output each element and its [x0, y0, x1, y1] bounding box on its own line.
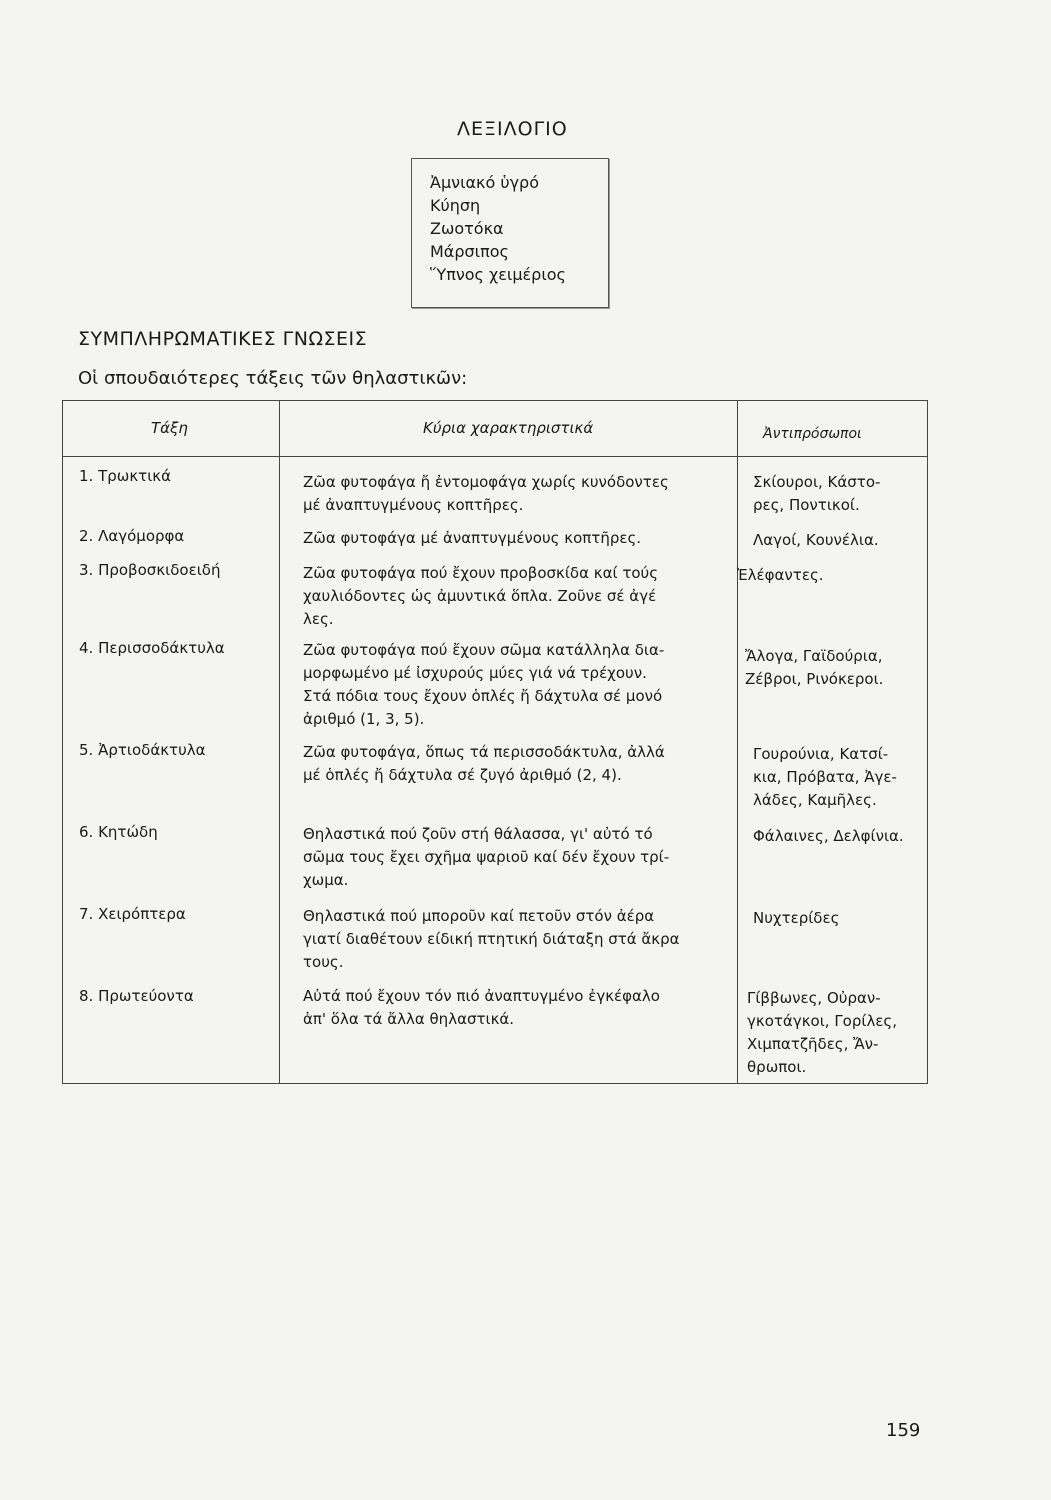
order-name: 4. Περισσοδάκτυλα [79, 639, 225, 657]
order-features: Ζῶα φυτοφάγα, ὅπως τά περισσοδάκτυλα, ἀλλά μέ ὁπλές ἤ δάχτυλα σέ ζυγό ἀριθμό (2, 4). [303, 743, 665, 784]
order-features: Θηλαστικά πού μποροῦν καί πετοῦν στόν ἀέρα γιατί διαθέτουν είδική πτητική διάταξη στά ἄκρα τους. [303, 907, 680, 971]
order-name: 5. Ἀρτιοδάκτυλα [79, 741, 206, 759]
column-divider [737, 401, 738, 1083]
glossary-term: Ζωοτόκα [430, 219, 504, 238]
header-divider [63, 456, 927, 457]
glossary-box [411, 158, 609, 308]
order-features: Ζῶα φυτοφάγα μέ ἀναπτυγμένους κοπτῆρες. [303, 529, 642, 547]
order-features: Ζῶα φυτοφάγα πού ἔχουν προβοσκίδα καί τούς χαυλιόδοντες ὡς ἀμυντικά ὅπλα. Ζοῦνε σέ ἀγέ λες. [303, 564, 659, 628]
header-order: Τάξη [151, 419, 188, 437]
glossary-term: Ἀμνιακό ὑγρό [430, 173, 539, 192]
header-representatives: Ἀντιπρόσωποι [763, 426, 862, 442]
glossary-term: Μάρσιπος [430, 242, 509, 261]
order-features: Αὐτά πού ἔχουν τόν πιό ἀναπτυγμένο ἐγκέφαλο ἀπ' ὅλα τά ἄλλα θηλαστικά. [303, 987, 660, 1028]
glossary-term: Κύηση [430, 196, 481, 215]
intro-text: Οἱ σπουδαιότερες τάξεις τῶν θηλαστικῶν: [78, 368, 468, 389]
page-number: 159 [886, 1420, 921, 1441]
order-representatives: Φάλαινες, Δελφίνια. [753, 827, 904, 845]
column-divider [279, 401, 280, 1083]
order-name: 6. Κητώδη [79, 823, 158, 841]
page-title: ΛΕΞΙΛΟΓΙΟ [457, 118, 568, 140]
section-heading: ΣΥΜΠΛΗΡΩΜΑΤΙΚΕΣ ΓΝΩΣΕΙΣ [78, 328, 368, 350]
order-representatives: Γουρούνια, Κατσί- κια, Πρόβατα, Ἀγε- λάδες, Καμῆλες. [753, 745, 897, 809]
order-representatives: Σκίουροι, Κάστο- ρες, Ποντικοί. [753, 473, 881, 514]
order-representatives: Ἄλογα, Γαϊδούρια, Ζέβροι, Ρινόκεροι. [745, 647, 884, 688]
order-representatives: Γίββωνες, Οὐραν- γκοτάγκοι, Γορίλες, Χιμπατζῆδες, Ἄν- θρωποι. [747, 989, 898, 1076]
header-features: Κύρια χαρακτηριστικά [423, 419, 594, 437]
order-name: 2. Λαγόμορφα [79, 527, 185, 545]
order-name: 7. Χειρόπτερα [79, 905, 186, 923]
order-name: 8. Πρωτεύοντα [79, 987, 194, 1005]
order-features: Θηλαστικά πού ζοῦν στή θάλασσα, γι' αὐτό τό σῶμα τους ἔχει σχῆμα ψαριοῦ καί δέν ἔχουν τρί- χωμα. [303, 825, 670, 889]
order-name: 1. Τρωκτικά [79, 467, 171, 485]
order-features: Ζῶα φυτοφάγα πού ἔχουν σῶμα κατάλληλα δια- μορφωμένο μέ ἰσχυρούς μύες γιά νά τρέχουν. Στά πόδια τους ἔχουν ὁπλές ἤ δάχτυλα σέ μονό ἀριθμό (1, 3, 5). [303, 641, 665, 728]
orders-table [62, 400, 928, 1084]
order-representatives: Ἐλέφαντες. [737, 566, 824, 584]
order-features: Ζῶα φυτοφάγα ἤ ἐντομοφάγα χωρίς κυνόδοντες μέ ἀναπτυγμένους κοπτῆρες. [303, 473, 669, 514]
order-representatives: Νυχτερίδες [753, 909, 840, 927]
order-representatives: Λαγοί, Κουνέλια. [753, 531, 879, 549]
glossary-term: Ὕπνος χειμέριος [430, 265, 566, 284]
order-name: 3. Προβοσκιδοειδή [79, 561, 221, 579]
